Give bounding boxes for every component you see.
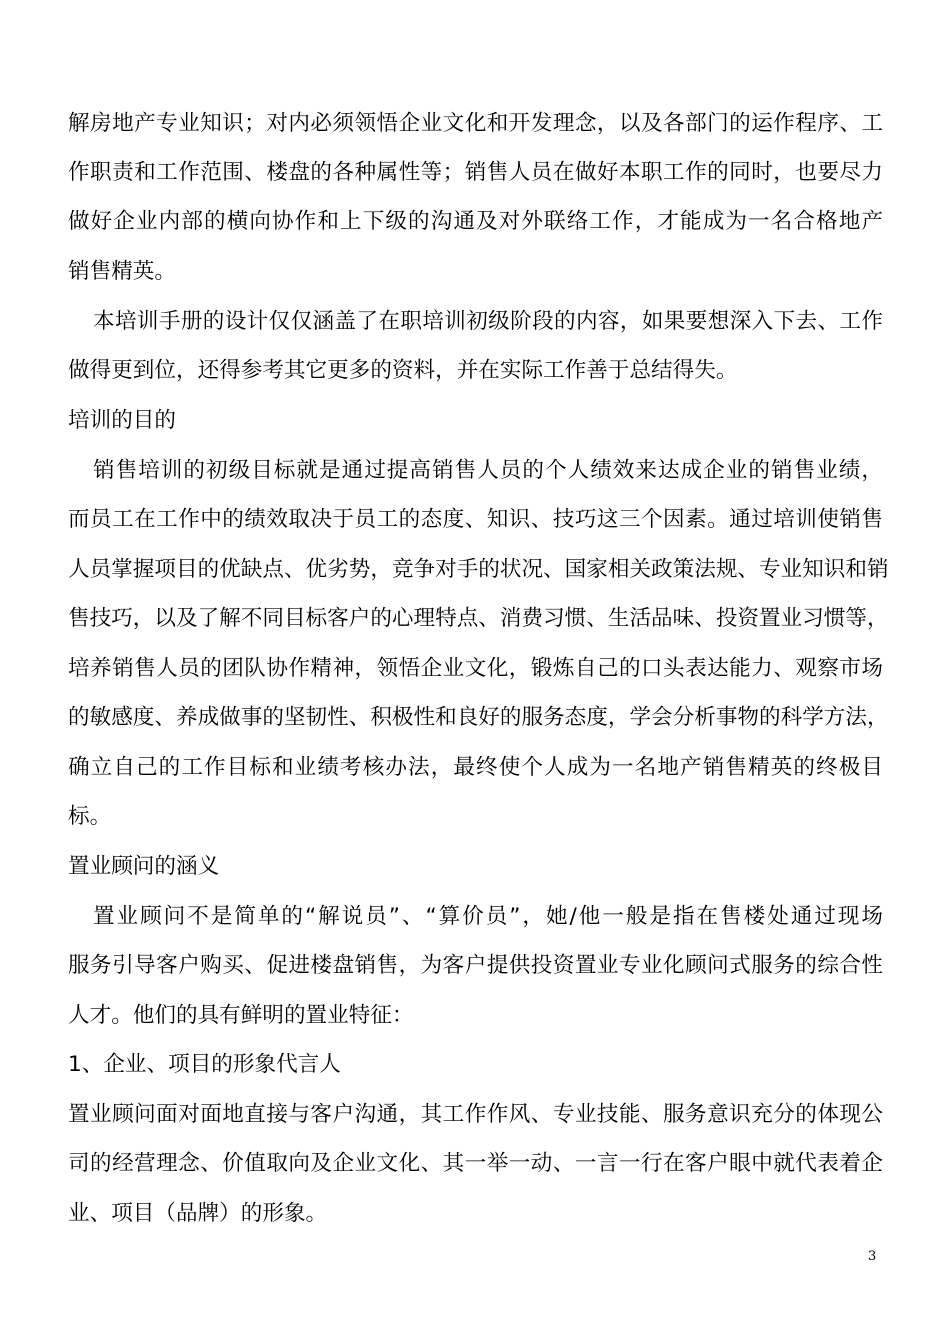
section-heading: 置业顾问的涵义 — [68, 854, 220, 879]
paragraph-first-line: 销售培训的初级目标就是通过提高销售人员的个人绩效来达成企业的销售业绩， — [93, 458, 883, 483]
body-text-line: 销售精英。 — [68, 259, 176, 284]
body-text-line: 人才。他们的具有鲜明的置业特征： — [68, 1003, 414, 1028]
body-text-line: 做好企业内部的横向协作和上下级的沟通及对外联络工作，才能成为一名合格地产 — [68, 209, 883, 234]
section-heading: 培训的目的 — [68, 408, 176, 433]
paragraph-first-line: 本培训手册的设计仅仅涵盖了在职培训初级阶段的内容，如果要想深入下去、工作 — [93, 309, 883, 334]
body-text-line: 而员工在工作中的绩效取决于员工的态度、知识、技巧这三个因素。通过培训使销售 — [68, 507, 883, 532]
body-text-line: 确立自己的工作目标和业绩考核办法，最终使个人成为一名地产销售精英的终极目 — [68, 755, 883, 780]
page-number: 3 — [868, 1249, 877, 1264]
body-text-line: 售技巧，以及了解不同目标客户的心理特点、消费习惯、生活品味、投资置业习惯等， — [68, 606, 889, 631]
body-text-line: 的敏感度、养成做事的坚韧性、积极性和良好的服务态度，学会分析事物的科学方法， — [68, 705, 889, 730]
body-text-line: 解房地产专业知识；对内必须领悟企业文化和开发理念，以及各部门的运作程序、工 — [68, 111, 883, 136]
body-text-line: 作职责和工作范围、楼盘的各种属性等；销售人员在做好本职工作的同时，也要尽力 — [68, 160, 883, 185]
body-text-line: 标。 — [68, 804, 112, 829]
paragraph-first-line: 置业顾问不是简单的“解说员”、“算价员”，她/他一般是指在售楼处通过现场 — [93, 904, 883, 929]
list-item-heading: 1、企业、项目的形象代言人 — [68, 1052, 341, 1077]
body-text-line: 司的经营理念、价值取向及企业文化、其一举一动、一言一行在客户眼中就代表着企 — [68, 1151, 883, 1176]
body-text-line: 人员掌握项目的优缺点、优劣势，竞争对手的状况、国家相关政策法规、专业知识和销 — [68, 557, 889, 582]
body-text-line: 置业顾问面对面地直接与客户沟通，其工作作风、专业技能、服务意识充分的体现公 — [68, 1102, 883, 1127]
body-text-line: 做得更到位，还得参考其它更多的资料，并在实际工作善于总结得失。 — [68, 358, 738, 383]
body-text-line: 服务引导客户购买、促进楼盘销售，为客户提供投资置业专业化顾问式服务的综合性 — [68, 953, 883, 978]
body-text-line: 培养销售人员的团队协作精神，领悟企业文化，锻炼自己的口头表达能力、观察市场 — [68, 656, 883, 681]
body-text-line: 业、项目（品牌）的形象。 — [68, 1201, 328, 1226]
